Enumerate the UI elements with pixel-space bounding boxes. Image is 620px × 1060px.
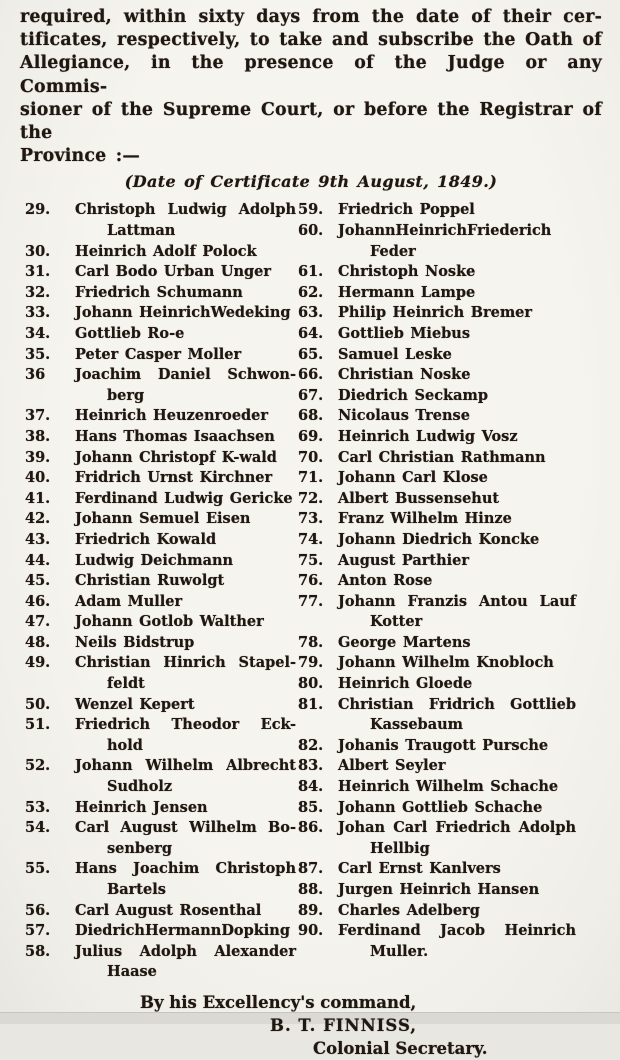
entry-name: Samuel Leske [338, 345, 452, 363]
entry-name: Carl Bodo Urban Unger [75, 263, 272, 281]
list-item [20, 859, 296, 900]
entry-number: 87. [298, 860, 324, 878]
entry-number: 58. [25, 942, 51, 960]
entry-number: 46. [25, 592, 51, 610]
entry-number: 66. [298, 366, 324, 384]
list-item [296, 324, 576, 345]
list-item [20, 571, 296, 592]
names-column-left [20, 200, 296, 983]
list-item [20, 242, 296, 263]
entry-name: Heinrich Jensen [75, 798, 208, 816]
list-item [296, 406, 576, 427]
entry-name: Friedrich Poppel [338, 201, 475, 219]
entry-name: Heinrich Gloede [338, 675, 473, 693]
entry-number: 36 [25, 366, 46, 384]
list-item [20, 324, 296, 345]
list-item [20, 406, 296, 427]
list-item [20, 509, 296, 530]
entry-number: 35. [25, 345, 51, 363]
entry-number: 64. [298, 324, 324, 342]
list-item [296, 345, 576, 366]
entry-number: 47. [25, 613, 51, 631]
paragraph-line: required, within sixty days from the date of their cer- [20, 7, 602, 27]
list-item [296, 200, 576, 221]
list-item [296, 921, 576, 962]
paragraph-line: Allegiance, in the presence of the Judge or any Commis- [20, 53, 602, 97]
entry-name: Peter Casper Moller [75, 345, 242, 363]
list-item [296, 448, 576, 469]
entry-name: Neils Bidstrup [75, 633, 195, 651]
entry-name: Johann Gotlob Walther [75, 613, 264, 631]
entry-number: 70. [298, 448, 324, 466]
entry-name: Christian Noske [338, 366, 471, 384]
entry-number: 75. [298, 551, 324, 569]
entry-number: 48. [25, 633, 51, 651]
entry-number: 89. [298, 901, 324, 919]
entry-number: 90. [298, 922, 324, 940]
entry-number: 74. [298, 530, 324, 548]
entry-number: 52. [25, 757, 51, 775]
entry-number: 31. [25, 263, 51, 281]
list-item [20, 345, 296, 366]
list-item [296, 365, 576, 386]
entry-number: 59. [298, 201, 324, 219]
entry-name: Philip Heinrich Bremer [338, 304, 533, 322]
entry-number: 50. [25, 695, 51, 713]
entry-name: Johann HeinrichWedeking [75, 304, 291, 322]
entry-name: George Martens [338, 633, 471, 651]
list-item [20, 303, 296, 324]
entry-number: 67. [298, 386, 324, 404]
entry-name: Christoph Ludwig Adolph Lattman [75, 201, 296, 240]
list-item [296, 386, 576, 407]
entry-name: Ferdinand Ludwig Gericke [75, 489, 293, 507]
entry-number: 42. [25, 510, 51, 528]
paragraph-line: sioner of the Supreme Court, or before the Registrar of the [20, 99, 602, 144]
scan-left-edge-artifact [0, 0, 11, 1012]
entry-name: Christian Fridrich Gottlieb Kassebaum [338, 695, 576, 734]
list-item [296, 221, 576, 262]
entry-name: JohannHeinrichFriederich Feder [338, 222, 552, 260]
entry-name: Gottlieb Miebus [338, 324, 471, 342]
list-item [20, 489, 296, 510]
entry-number: 71. [298, 469, 324, 487]
entry-number: 29. [25, 201, 51, 219]
list-item [296, 901, 576, 922]
list-item [296, 283, 576, 304]
entry-number: 61. [298, 263, 324, 281]
entry-name: Friedrich Schumann [75, 283, 243, 301]
entry-name: Adam Muller [75, 592, 183, 610]
entry-number: 84. [298, 778, 324, 796]
entry-number: 39. [25, 448, 51, 466]
list-item [296, 777, 576, 798]
list-item [296, 798, 576, 819]
entry-name: Carl August Rosenthal [75, 901, 262, 919]
entry-number: 63. [298, 304, 324, 322]
signature-block [20, 991, 602, 1060]
entry-number: 83. [298, 757, 324, 775]
entry-name: Heinrich Adolf Polock [75, 242, 257, 260]
entry-name: Johann Wilhelm Albrecht Sudholz [75, 757, 296, 796]
entry-name: Albert Seyler [338, 757, 446, 775]
list-item [20, 901, 296, 922]
entry-name: Johann Carl Klose [338, 469, 488, 487]
entry-name: Nicolaus Trense [338, 407, 470, 425]
footer-signature-name: B. T. FINNISS, [270, 1015, 418, 1035]
entry-number: 82. [298, 736, 324, 754]
entry-name: Friedrich Kowald [75, 530, 217, 548]
list-item [296, 303, 576, 324]
entry-name: Friedrich Theodor Eck-hold [75, 716, 296, 754]
footer-command-line: By his Excellency's command, [140, 992, 417, 1012]
entry-number: 85. [298, 798, 324, 816]
entry-number: 49. [25, 654, 51, 672]
entry-name: Julius Adolph Alexander Haase [75, 942, 296, 981]
list-item [20, 283, 296, 304]
list-item [20, 633, 296, 654]
entry-number: 30. [25, 242, 51, 260]
list-item [20, 262, 296, 283]
entry-name: DiedrichHermannDopking [75, 922, 290, 940]
list-item [20, 818, 296, 859]
list-item [296, 592, 576, 633]
list-item [20, 653, 296, 694]
entry-number: 55. [25, 860, 51, 878]
entry-name: Hans Joachim Christoph Bartels [75, 860, 296, 899]
entry-number: 81. [298, 695, 324, 713]
entry-number: 38. [25, 427, 51, 445]
entry-number: 79. [298, 654, 324, 672]
entry-number: 86. [298, 819, 324, 837]
list-item [296, 571, 576, 592]
entry-name: Johann Franzis Antou Lauf Kotter [338, 592, 576, 631]
entry-name: Heinrich Wilhelm Schache [338, 778, 559, 796]
entry-name: Carl August Wilhelm Bo-senberg [75, 819, 296, 857]
list-item [296, 674, 576, 695]
entry-name: Johanis Traugott Pursche [338, 736, 549, 754]
list-item [20, 365, 296, 406]
entry-number: 53. [25, 798, 51, 816]
entry-name: Ferdinand Jacob Heinrich Muller. [338, 922, 576, 960]
entry-number: 44. [25, 551, 51, 569]
list-item [296, 736, 576, 757]
list-item [296, 756, 576, 777]
list-item [296, 262, 576, 283]
list-item [20, 612, 296, 633]
footer-signature-title: Colonial Secretary. [313, 1038, 488, 1058]
entry-name: Johann Wilhelm Knobloch [338, 654, 554, 672]
entry-number: 73. [298, 510, 324, 528]
list-item [296, 880, 576, 901]
names-column-right [296, 200, 576, 962]
entry-number: 57. [25, 922, 51, 940]
date-of-certificate-line: (Date of Certificate 9th August, 1849.) [124, 172, 498, 192]
list-item [20, 468, 296, 489]
entry-number: 40. [25, 469, 51, 487]
entry-name: Johan Carl Friedrich Adolph Hellbig [338, 819, 576, 857]
list-item [20, 427, 296, 448]
entry-number: 60. [298, 222, 324, 240]
list-item [296, 633, 576, 654]
entry-name: Hermann Lampe [338, 283, 476, 301]
entry-name: August Parthier [338, 551, 470, 569]
entry-name: Heinrich Ludwig Vosz [338, 427, 518, 445]
entry-name: Diedrich Seckamp [338, 386, 488, 404]
list-item [20, 448, 296, 469]
entry-number: 88. [298, 881, 324, 899]
paragraph-line: tificates, respectively, to take and subscribe the Oath of [20, 30, 602, 51]
entry-number: 37. [25, 407, 51, 425]
entry-name: Franz Wilhelm Hinze [338, 510, 512, 528]
list-item [296, 551, 576, 572]
entry-name: Anton Rose [338, 572, 433, 590]
list-item [20, 715, 296, 756]
list-item [296, 653, 576, 674]
entry-name: Heinrich Heuzenroeder [75, 407, 269, 425]
entry-name: Johann Gottlieb Schache [338, 798, 543, 816]
entry-number: 76. [298, 572, 324, 590]
entry-name: Johann Diedrich Koncke [338, 530, 540, 548]
entry-name: Ludwig Deichmann [75, 551, 234, 569]
entry-name: Christian Ruwolgt [75, 572, 225, 590]
list-item [296, 468, 576, 489]
entry-name: Carl Christian Rathmann [338, 448, 546, 466]
list-item [20, 530, 296, 551]
list-item [296, 530, 576, 551]
list-item [20, 200, 296, 241]
entry-number: 78. [298, 633, 324, 651]
list-item [20, 695, 296, 716]
entry-name: Charles Adelberg [338, 901, 480, 919]
entry-name: Christoph Noske [338, 263, 476, 281]
entry-number: 41. [25, 489, 51, 507]
entry-name: Wenzel Kepert [75, 695, 195, 713]
entry-number: 33. [25, 304, 51, 322]
list-item [296, 489, 576, 510]
list-item [296, 818, 576, 859]
entry-number: 54. [25, 819, 51, 837]
entry-name: Hans Thomas Isaachsen [75, 427, 275, 445]
entry-number: 80. [298, 675, 324, 693]
page-content [20, 6, 602, 1060]
list-item [20, 756, 296, 797]
entry-number: 34. [25, 324, 51, 342]
entry-number: 69. [298, 427, 324, 445]
list-item [20, 942, 296, 983]
entry-number: 51. [25, 716, 51, 734]
entry-number: 68. [298, 407, 324, 425]
entry-name: Carl Ernst Kanlvers [338, 860, 501, 878]
list-item [20, 592, 296, 613]
entry-number: 43. [25, 530, 51, 548]
naturalization-name-list [20, 200, 602, 983]
entry-number: 77. [298, 592, 324, 610]
entry-number: 62. [298, 283, 324, 301]
entry-name: Fridrich Urnst Kirchner [75, 469, 273, 487]
entry-number: 72. [298, 489, 324, 507]
list-item [296, 427, 576, 448]
entry-number: 65. [298, 345, 324, 363]
entry-name: Joachim Daniel Schwon-berg [75, 366, 296, 404]
entry-number: 56. [25, 901, 51, 919]
list-item [296, 859, 576, 880]
list-item [296, 509, 576, 530]
entry-number: 32. [25, 283, 51, 301]
entry-name: Gottlieb Ro-e [75, 324, 185, 342]
list-item [20, 551, 296, 572]
entry-name: Johann Semuel Eisen [75, 510, 251, 528]
entry-name: Jurgen Heinrich Hansen [338, 881, 540, 899]
list-item [20, 798, 296, 819]
list-item [20, 921, 296, 942]
list-item [296, 695, 576, 736]
entry-number: 45. [25, 572, 51, 590]
intro-paragraph [20, 6, 602, 168]
paragraph-line: Province :— [20, 146, 140, 167]
entry-name: Johann Christopf K-wald [75, 448, 277, 466]
entry-name: Christian Hinrich Stapel-feldt [75, 654, 296, 693]
entry-name: Albert Bussensehut [338, 489, 500, 507]
